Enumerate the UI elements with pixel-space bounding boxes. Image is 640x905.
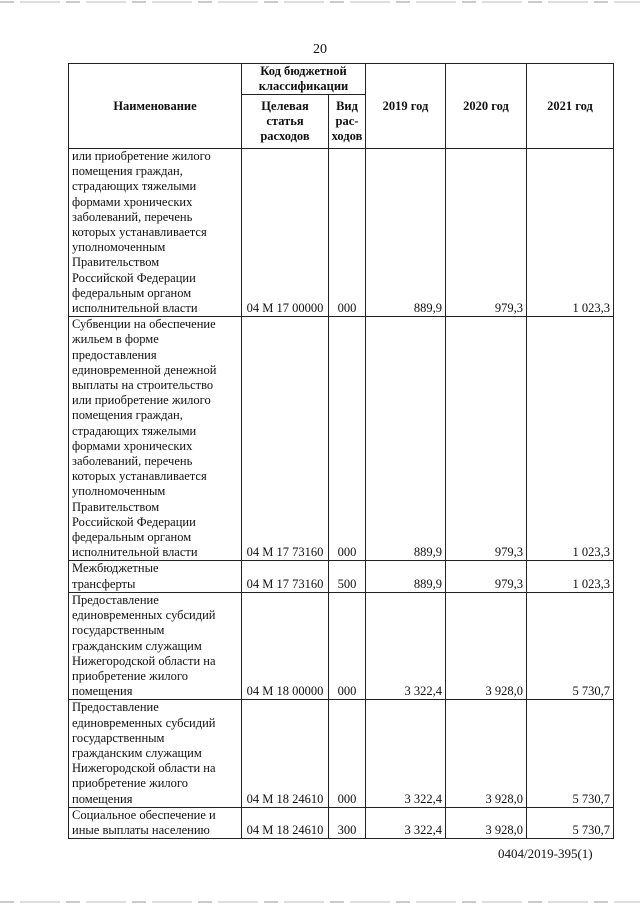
header-target-article: Целевая статья расходов	[242, 95, 329, 149]
row-name-text: Межбюджетные трансферты	[72, 561, 159, 591]
row-target-article-cell: 04 М 17 73160	[242, 561, 329, 592]
scan-edge-bottom	[0, 901, 640, 903]
row-value-2021-cell: 5 730,7	[527, 592, 614, 699]
row-value-2020-cell: 979,3	[446, 149, 527, 317]
row-value-2019-cell: 889,9	[366, 317, 446, 561]
header-year-2020: 2020 год	[446, 64, 527, 149]
row-expense-type-cell: 000	[329, 700, 366, 807]
header-budget-code-group: Код бюджетной классификации	[242, 64, 366, 95]
budget-table	[68, 63, 614, 839]
row-name-text: Социальное обеспечение и иные выплаты населению	[72, 807, 216, 837]
row-value-2019-cell: 3 322,4	[366, 807, 446, 838]
row-name-text: Предоставление единовременных субсидий государственным гражданским служащим Нижегородской области на приобретение жилого помещения	[72, 700, 216, 806]
row-name-cell	[69, 807, 242, 838]
table-row	[69, 561, 614, 592]
row-value-2021-cell: 5 730,7	[527, 807, 614, 838]
header-name: Наименование	[69, 64, 242, 149]
row-expense-type-cell: 000	[329, 317, 366, 561]
row-target-article-cell: 04 М 17 00000	[242, 149, 329, 317]
row-name-cell	[69, 561, 242, 592]
row-target-article-cell: 04 М 17 73160	[242, 317, 329, 561]
row-name-cell	[69, 317, 242, 561]
row-value-2020-cell: 3 928,0	[446, 592, 527, 699]
row-target-article-cell: 04 М 18 24610	[242, 700, 329, 807]
table-row	[69, 807, 614, 838]
row-name-text: Предоставление единовременных субсидий государственным гражданским служащим Нижегородской области на приобретение жилого помещения	[72, 592, 216, 699]
row-value-2020-cell: 3 928,0	[446, 700, 527, 807]
header-year-2019: 2019 год	[366, 64, 446, 149]
row-expense-type-cell: 000	[329, 592, 366, 699]
row-value-2021-cell: 1 023,3	[527, 149, 614, 317]
row-target-article-cell: 04 М 18 24610	[242, 807, 329, 838]
table-row	[69, 317, 614, 561]
row-value-2019-cell: 889,9	[366, 561, 446, 592]
header-expense-type: Вид рас-ходов	[329, 95, 366, 149]
header-year-2021: 2021 год	[527, 64, 614, 149]
row-target-article-cell: 04 М 18 00000	[242, 592, 329, 699]
row-value-2019-cell: 889,9	[366, 149, 446, 317]
table-row	[69, 700, 614, 807]
document-code: 0404/2019-395(1)	[498, 846, 593, 861]
row-expense-type-cell: 500	[329, 561, 366, 592]
row-name-cell	[69, 700, 242, 807]
scan-edge-top	[0, 1, 640, 3]
row-value-2019-cell: 3 322,4	[366, 700, 446, 807]
table-row	[69, 592, 614, 699]
row-value-2021-cell: 1 023,3	[527, 317, 614, 561]
row-value-2020-cell: 979,3	[446, 317, 527, 561]
table-body	[69, 149, 614, 839]
row-name-cell	[69, 592, 242, 699]
row-value-2021-cell: 1 023,3	[527, 561, 614, 592]
page-number: 20	[313, 42, 327, 57]
row-value-2020-cell: 3 928,0	[446, 807, 527, 838]
row-value-2020-cell: 979,3	[446, 561, 527, 592]
row-name-text: или приобретение жилого помещения граждан, страдающих тяжелыми формами хронических заболеваний, перечень которых устанавливается уполномоченным Правительством Российской Федерации федеральным органом исполнительной власти	[72, 149, 211, 316]
row-name-cell	[69, 149, 242, 317]
row-expense-type-cell: 000	[329, 149, 366, 317]
row-value-2019-cell: 3 322,4	[366, 592, 446, 699]
row-expense-type-cell: 300	[329, 807, 366, 838]
row-value-2021-cell: 5 730,7	[527, 700, 614, 807]
table-row	[69, 149, 614, 317]
row-name-text: Субвенции на обеспечение жильем в форме предоставления единовременной денежной выплаты на строительство или приобретение жилого помещения граждан, страдающих тяжелыми формами хронических заболеваний, перечень которых устанавливается уполномоченным Правительством Российской Федерации федеральным органом исполнительной власти	[72, 317, 217, 560]
